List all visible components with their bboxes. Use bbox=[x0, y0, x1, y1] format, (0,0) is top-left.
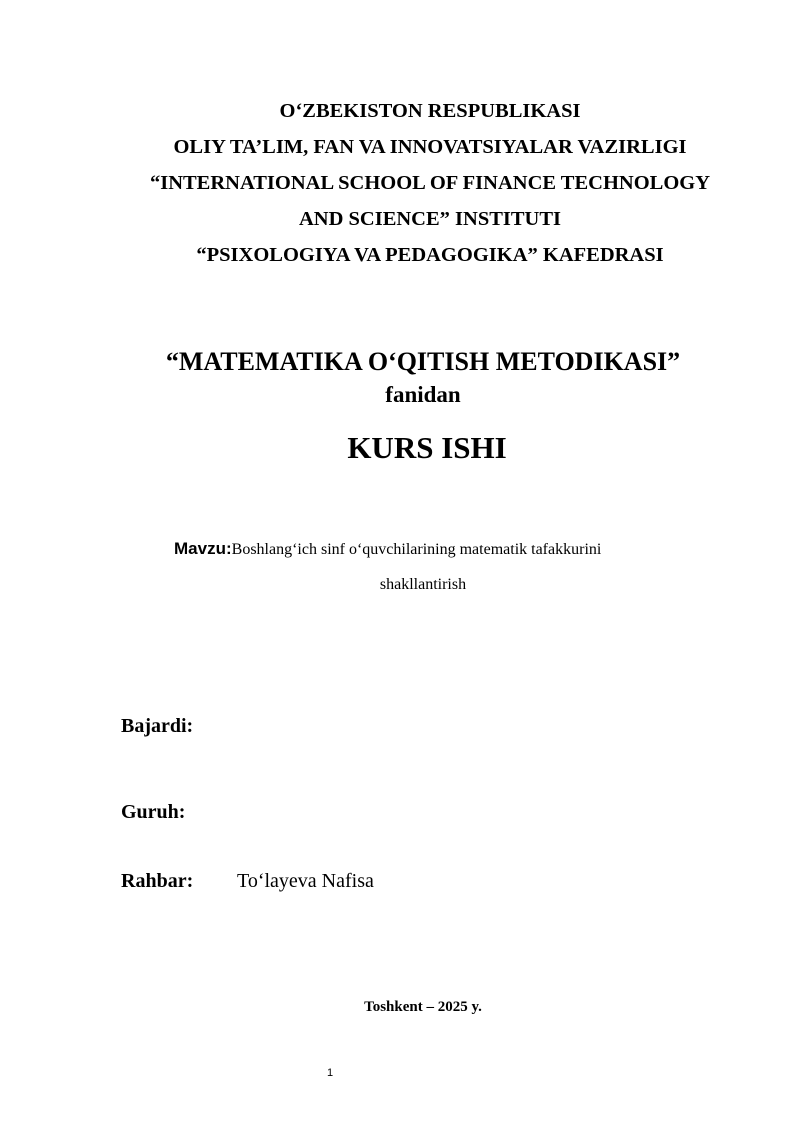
performed-by-label: Bajardi: bbox=[121, 715, 194, 737]
header-institute-line1: “INTERNATIONAL SCHOOL OF FINANCE TECHNOLOGY bbox=[149, 172, 711, 194]
group-label: Guruh: bbox=[121, 801, 186, 823]
header-department: “PSIXOLOGIYA VA PEDAGOGIKA” KAFEDRASI bbox=[196, 244, 664, 266]
header-country: O‘ZBEKISTON RESPUBLIKASI bbox=[279, 100, 581, 122]
supervisor-name: To‘layeva Nafisa bbox=[237, 870, 374, 892]
topic-label: Mavzu bbox=[174, 539, 226, 558]
page-number: 1 bbox=[326, 1067, 334, 1079]
subject-suffix: fanidan bbox=[385, 382, 461, 407]
institution-header bbox=[0, 93, 800, 273]
topic-text: Boshlang‘ich sinf o‘quvchilarining matematik tafakkurini bbox=[231, 541, 602, 558]
topic-text-continued: shakllantirish bbox=[379, 576, 467, 593]
header-institute-line2: AND SCIENCE” INSTITUTI bbox=[298, 208, 561, 230]
place-year: Toshkent – 2025 y. bbox=[364, 999, 482, 1015]
header-ministry: OLIY TA’LIM, FAN VA INNOVATSIYALAR VAZIRLIGI bbox=[173, 136, 687, 158]
supervisor-label: Rahbar: bbox=[121, 870, 194, 892]
document-type: KURS ISHI bbox=[347, 430, 507, 465]
topic-line bbox=[174, 538, 601, 561]
topic-separator: : bbox=[225, 539, 232, 558]
subject-title: “MATEMATIKA O‘QITISH METODIKASI” bbox=[165, 347, 681, 376]
